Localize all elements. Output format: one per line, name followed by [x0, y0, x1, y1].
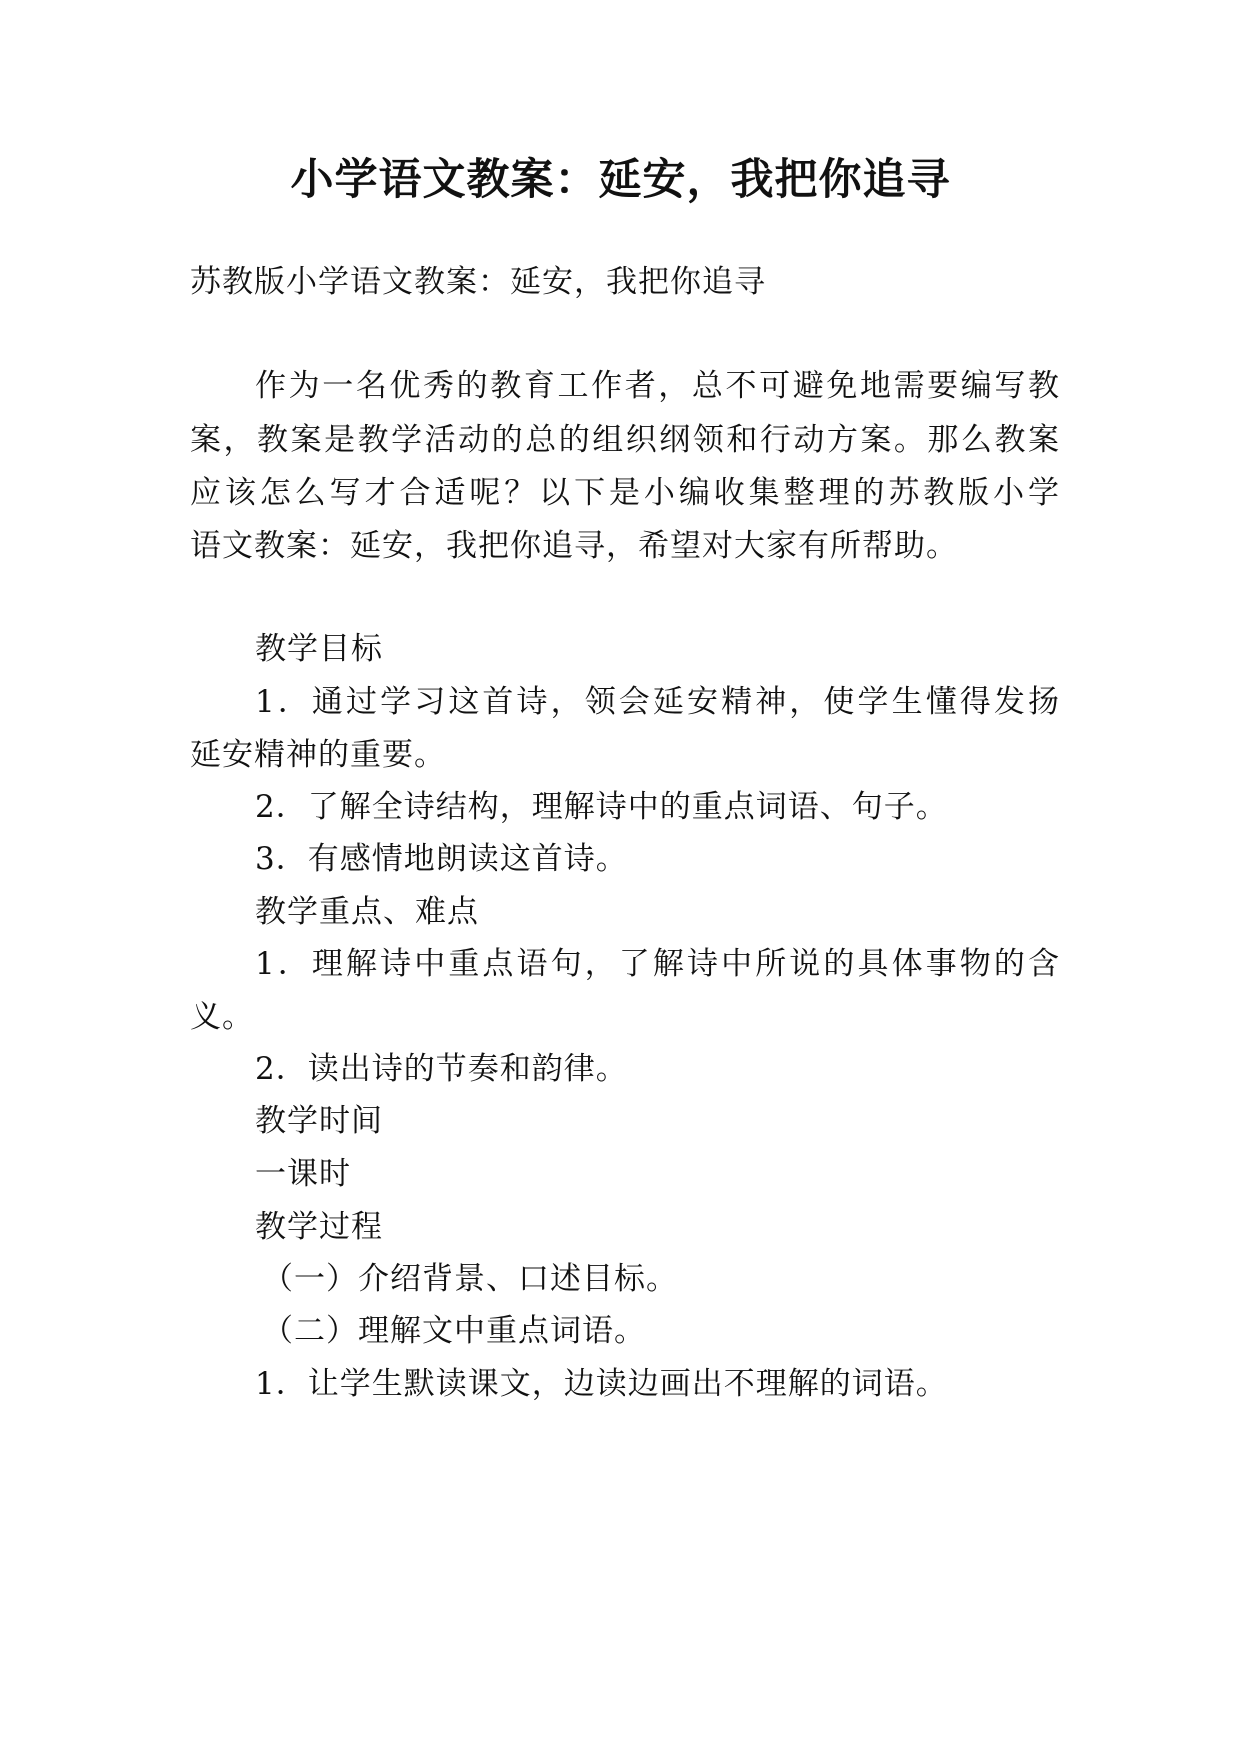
goal-2: 2．了解全诗结构，理解诗中的重点词语、句子。	[255, 789, 948, 825]
intro-line-1: 作为一名优秀的教育工作者，总不可避免地需要编写教	[255, 368, 1060, 404]
goal-1-line-2: 延安精神的重要。	[190, 737, 446, 773]
document-subtitle: 苏教版小学语文教案：延安，我把你追寻	[190, 264, 766, 300]
goals-heading: 教学目标	[255, 631, 383, 667]
time-heading: 教学时间	[255, 1103, 383, 1139]
intro-line-4: 语文教案：延安，我把你追寻，希望对大家有所帮助。	[190, 528, 958, 564]
process-section-2: （二）理解文中重点词语。	[262, 1313, 646, 1349]
key-points-heading: 教学重点、难点	[255, 894, 479, 930]
intro-line-2: 案，教案是教学活动的总的组织纲领和行动方案。那么教案	[190, 422, 1060, 458]
process-step-1: 1．让学生默读课文，边读边画出不理解的词语。	[255, 1366, 948, 1402]
intro-line-3: 应该怎么写才合适呢？以下是小编收集整理的苏教版小学	[190, 475, 1060, 511]
key-point-1-line-2: 义。	[190, 999, 254, 1035]
process-heading: 教学过程	[255, 1209, 383, 1245]
key-point-1-line-1: 1．理解诗中重点语句，了解诗中所说的具体事物的含	[255, 946, 1060, 982]
goal-1-line-1: 1．通过学习这首诗，领会延安精神，使学生懂得发扬	[255, 684, 1060, 720]
goal-3: 3．有感情地朗读这首诗。	[255, 841, 628, 877]
process-section-1: （一）介绍背景、口述目标。	[262, 1261, 678, 1297]
time-value: 一课时	[255, 1156, 351, 1192]
document-title: 小学语文教案：延安，我把你追寻	[290, 155, 951, 205]
key-point-2: 2．读出诗的节奏和韵律。	[255, 1051, 628, 1087]
